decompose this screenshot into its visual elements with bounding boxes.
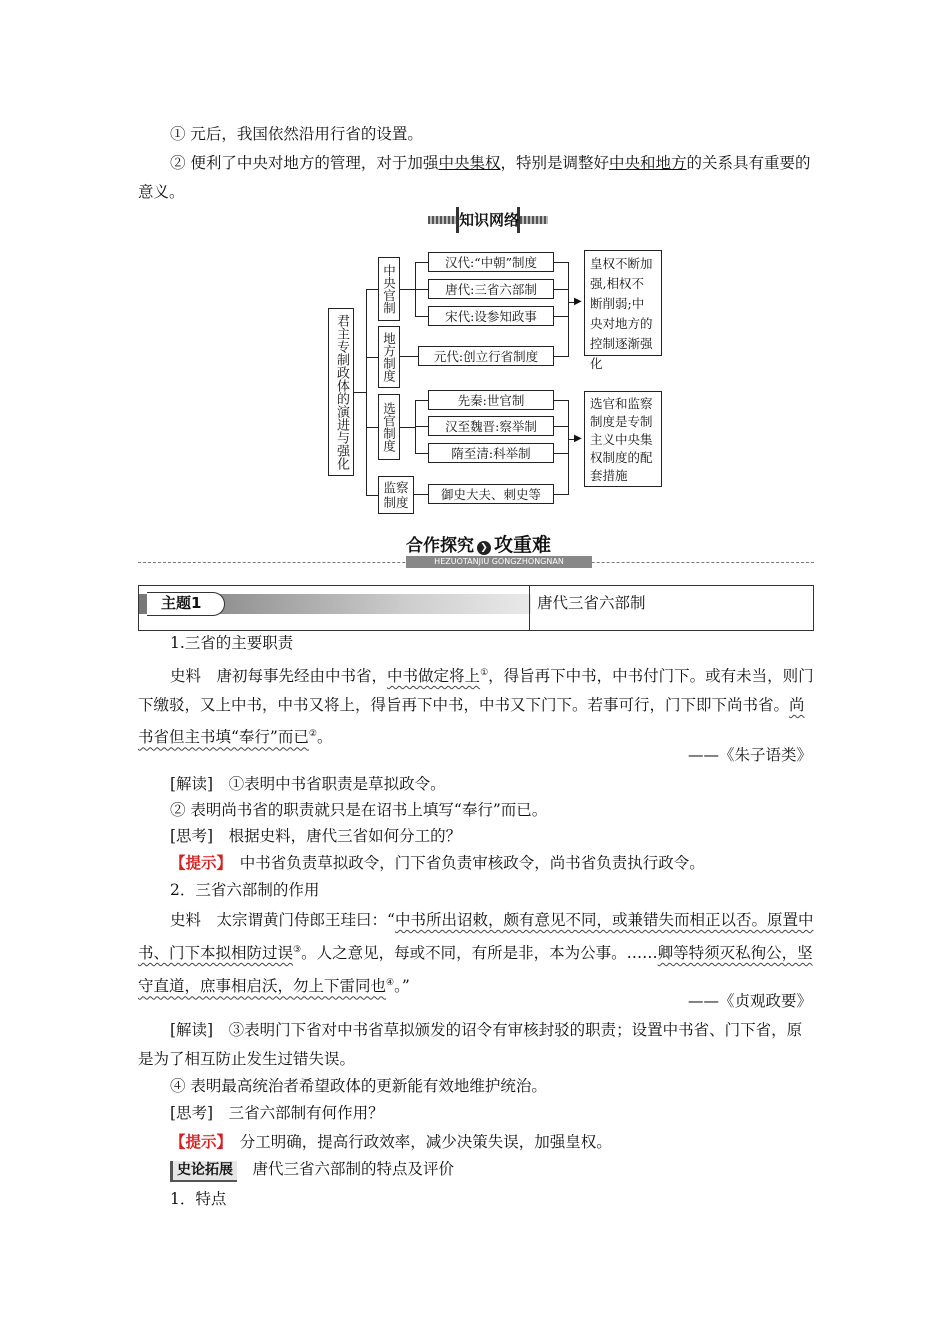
- text-span: 太宗谓黄门侍郎王珪曰：“: [216, 911, 395, 929]
- part1-heading: 1.三省的主要职责: [170, 634, 294, 652]
- diagram-result-a: 皇权不断加强,相权不断削弱;中央对地方的控制逐渐强化: [584, 250, 662, 356]
- text-span: ② 便利了中央对地方的管理，对于加强: [170, 154, 439, 172]
- marked-text: 卿等特须灭私徇公，坚守直道，庶事相启沃，勿上下雷同也: [138, 944, 813, 996]
- paragraph-1: ① 元后，我国依然沿用行省的设置。: [170, 125, 423, 143]
- extension-sub: 1．特点: [170, 1190, 227, 1208]
- think-label: [思考]: [170, 827, 214, 845]
- diagram-item: 先秦:世官制: [428, 390, 554, 410]
- text-span: 三省六部制有何作用？: [228, 1104, 384, 1122]
- part1-interp2: ② 表明尚书省的职责就只是在诏书上填写“奉行”而已。: [170, 801, 548, 819]
- underlined-term: 中央集权: [438, 154, 501, 172]
- text-span: 的关系具有重要的意义。: [138, 154, 811, 201]
- arrow-circle-icon: ❯: [477, 541, 491, 555]
- text-span: 根据史料，唐代三省如何分工的？: [228, 827, 462, 845]
- text-span: 。人之意见，每或不同，有所是非，本为公事。……: [301, 944, 658, 963]
- hint-label: 【提示】: [170, 853, 225, 872]
- text-span: 中书省负责草拟政令，门下省负责审核政令，尚书省负责执行政令。: [239, 854, 705, 872]
- arrow-icon: ▶: [574, 433, 582, 444]
- part1-interp1: [138, 770, 814, 799]
- underlined-term: 中央和地方: [608, 154, 687, 172]
- hint-label: 【提示】: [170, 1132, 225, 1151]
- text-span: ，特别是调整好: [500, 154, 609, 172]
- part1-hint: [138, 848, 814, 878]
- part2-hint: [138, 1127, 814, 1157]
- paragraph-2: [138, 149, 814, 207]
- topic-tag: 主题1: [147, 592, 225, 616]
- diagram-item: 御史大夫、刺史等: [428, 484, 554, 504]
- text-span: 。”: [394, 977, 410, 996]
- source-label: 史料: [170, 667, 202, 686]
- footnote-mark: ④: [386, 978, 395, 989]
- topic-title: 唐代三省六部制: [537, 594, 646, 612]
- footnote-mark: ③: [293, 945, 302, 955]
- diagram-group-selection: 选官制度: [378, 394, 400, 460]
- part2-citation: ——《贞观政要》: [687, 992, 812, 1010]
- section-banner: [406, 532, 551, 559]
- diagram-item: 唐代:三省六部制: [428, 279, 554, 299]
- source-label: 史料: [170, 911, 202, 929]
- diagram-group-supervision: 监察制度: [378, 476, 414, 514]
- diagram-root: 君主专制政体的演进与强化: [328, 308, 354, 476]
- text-span: ，得旨再下中书，中书付门下。或有未当，则门下缴驳，又上中书，中书又将上，得旨再下中书，中书又下门下。若事可行，门下即下尚书省。: [138, 667, 814, 715]
- marked-text: 尚书省但主书填“奉行”而已: [138, 696, 805, 747]
- diagram-group-central: 中央官制: [378, 257, 400, 321]
- text-span: 分工明确，提高行政效率，减少决策失误，加强皇权。: [239, 1133, 612, 1151]
- diagram-item: 汉代:“中朝”制度: [428, 252, 554, 272]
- text-span: ①表明中书省职责是草拟政令。: [228, 775, 446, 793]
- diagram-item: 宋代:设参知政事: [428, 306, 554, 326]
- network-banner: [428, 207, 548, 233]
- section-pinyin: HEZUOTANJIU GONGZHONGNAN: [406, 556, 592, 568]
- interp-label: [解读]: [170, 1021, 214, 1039]
- extension-line: [138, 1155, 814, 1184]
- part2-interp2: ④ 表明最高统治者希望政体的更新能有效地维护统治。: [170, 1077, 547, 1095]
- extension-title: 唐代三省六部制的特点及评价: [252, 1160, 455, 1178]
- section-banner-title2: 攻重难: [494, 534, 552, 556]
- text-span: ③表明门下省对中书省草拟颁发的诏令有审核封驳的职责；设置中书省、门下省，原是为了相互防止发生过错失误。: [138, 1021, 803, 1068]
- marked-text: 中书做定将上: [387, 667, 481, 686]
- part2-source: [138, 905, 814, 1001]
- part2-think: [138, 1099, 814, 1128]
- think-label: [思考]: [170, 1104, 214, 1122]
- text-span: 唐初每事先经由中书省，: [216, 667, 388, 686]
- marked-text: 中书所出诏敕，颇有意见不同，或兼错失而相正以否。原置中书、门下本拟相防过误: [138, 911, 814, 963]
- part2-interp1: [138, 1016, 814, 1074]
- topic-box: [138, 585, 814, 631]
- part1-citation: ——《朱子语类》: [687, 746, 812, 764]
- footnote-mark: ①: [480, 668, 489, 678]
- diagram-item: 隋至清:科举制: [428, 443, 554, 463]
- part2-heading: 2．三省六部制的作用: [170, 881, 320, 899]
- diagram-item: 汉至魏晋:察举制: [428, 416, 554, 436]
- part1-source: [138, 659, 814, 752]
- part1-think: [138, 822, 814, 851]
- diagram-group-local: 地方制度: [378, 326, 400, 388]
- diagram-item: 元代:创立行省制度: [418, 346, 554, 366]
- interp-label: [解读]: [170, 775, 214, 793]
- diagram-result-b: 选官和监察制度是专制主义中央集权制度的配套措施: [584, 391, 662, 487]
- text-span: 。: [316, 728, 333, 747]
- footnote-mark: ②: [308, 729, 317, 740]
- arrow-icon: ▶: [574, 296, 582, 307]
- section-banner-title: 合作探究: [406, 536, 474, 556]
- network-banner-title: 知识网络: [456, 207, 520, 233]
- extension-tag: 史论拓展: [170, 1161, 237, 1182]
